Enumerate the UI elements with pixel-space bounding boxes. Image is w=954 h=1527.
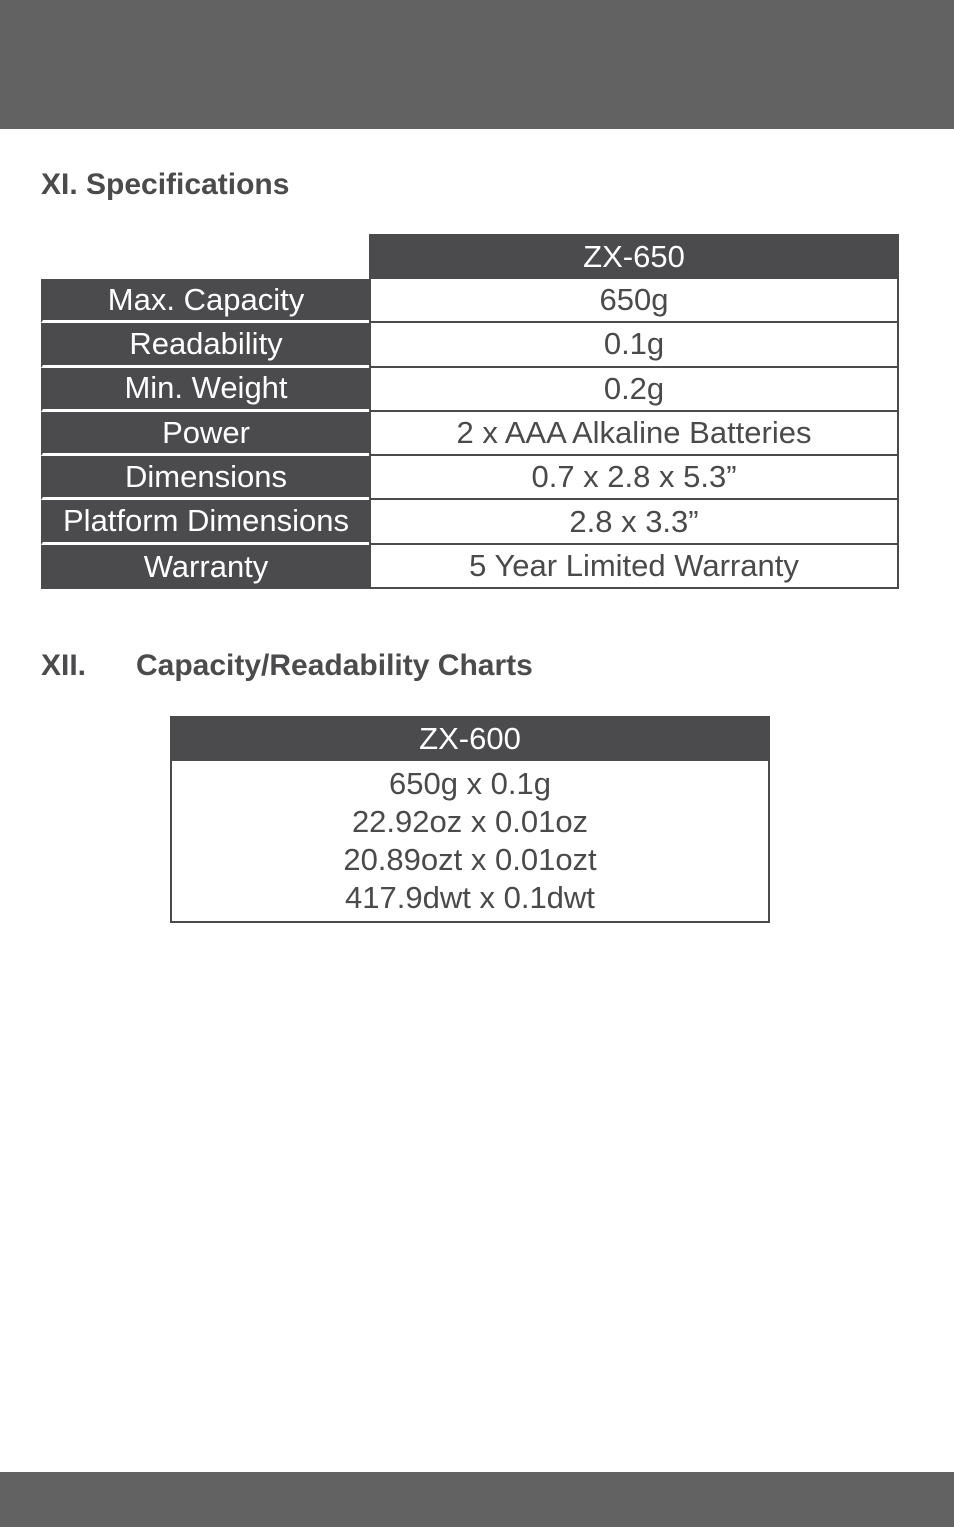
capacity-line: 417.9dwt x 0.1dwt <box>345 880 595 915</box>
charts-heading-number: XII. <box>41 649 87 682</box>
spec-label: Platform Dimensions <box>41 500 369 544</box>
spec-row-max-capacity <box>41 279 899 323</box>
capacity-line: 650g x 0.1g <box>388 766 552 801</box>
spec-value: 5 Year Limited Warranty <box>369 545 899 589</box>
spec-value: 0.7 x 2.8 x 5.3” <box>369 456 899 500</box>
specifications-heading: XI. Specifications <box>41 168 290 201</box>
spec-row-dimensions <box>41 456 899 500</box>
top-banner <box>0 0 954 129</box>
capacity-table-model-header: ZX-600 <box>172 716 768 761</box>
capacity-table-body <box>172 761 768 921</box>
spec-label: Max. Capacity <box>41 279 369 323</box>
spec-table-model-header: ZX-650 <box>369 234 899 279</box>
capacity-line: 20.89ozt x 0.01ozt <box>343 842 597 877</box>
spec-row-readability <box>41 323 899 367</box>
spec-label: Dimensions <box>41 456 369 500</box>
spec-row-power <box>41 412 899 456</box>
charts-heading-title: Capacity/Readability Charts <box>136 649 533 682</box>
spec-label: Readability <box>41 323 369 367</box>
spec-label: Power <box>41 412 369 456</box>
spec-value: 0.2g <box>369 368 899 412</box>
spec-value: 650g <box>369 279 899 323</box>
spec-table <box>41 279 899 589</box>
spec-label: Warranty <box>41 545 369 589</box>
spec-value: 2.8 x 3.3” <box>369 500 899 544</box>
capacity-line: 22.92oz x 0.01oz <box>351 804 589 839</box>
spec-row-warranty <box>41 545 899 589</box>
capacity-readability-table <box>170 716 770 923</box>
spec-label: Min. Weight <box>41 368 369 412</box>
bottom-banner <box>0 1472 954 1527</box>
spec-row-platform-dimensions <box>41 500 899 544</box>
spec-value: 2 x AAA Alkaline Batteries <box>369 412 899 456</box>
spec-row-min-weight <box>41 368 899 412</box>
spec-value: 0.1g <box>369 323 899 367</box>
